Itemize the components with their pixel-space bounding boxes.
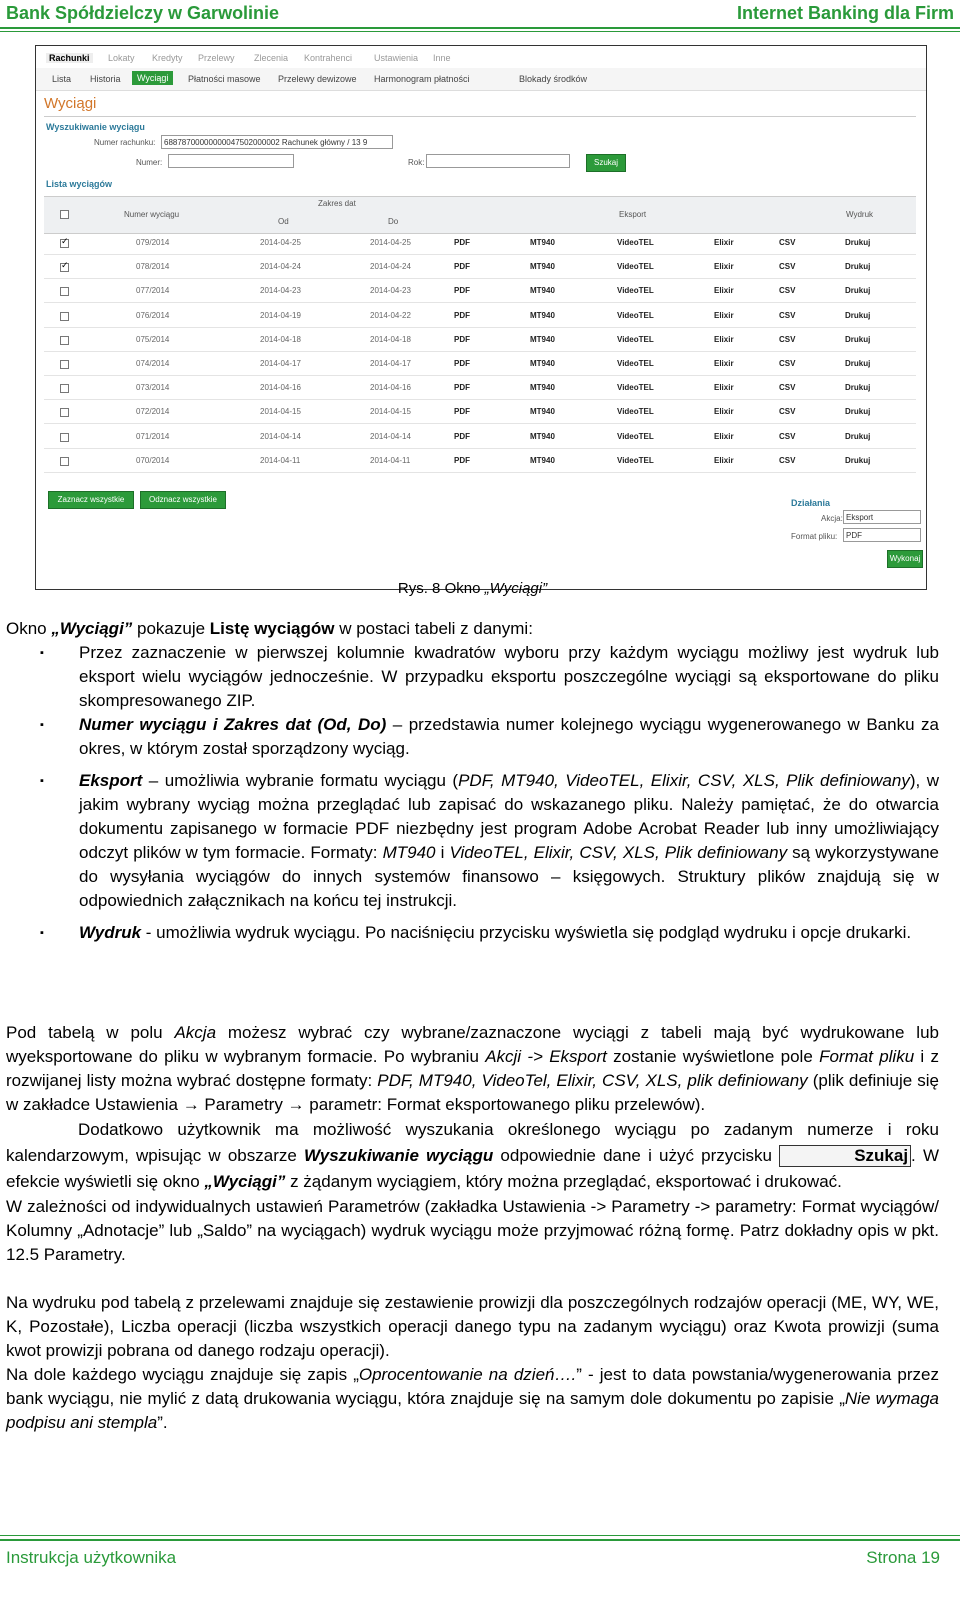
product-name: Internet Banking dla Firm bbox=[736, 3, 954, 23]
intro-text-5: w postaci tabeli z danymi: bbox=[334, 619, 533, 638]
bank-name: Bank Spółdzielczy w Garwolinie bbox=[6, 3, 280, 23]
statement-number: 075/2014 bbox=[136, 334, 170, 344]
format-link[interactable]: CSV bbox=[779, 334, 796, 344]
format-link[interactable]: CSV bbox=[779, 310, 796, 320]
row-checkbox[interactable] bbox=[60, 384, 69, 393]
col-range: Zakres dat bbox=[318, 199, 356, 208]
bullet-4-bold: Wydruk bbox=[79, 923, 142, 942]
date-to: 2014-04-24 bbox=[370, 262, 411, 272]
col-export: Eksport bbox=[619, 210, 647, 219]
format-link[interactable]: VideoTEL bbox=[617, 238, 654, 247]
intro-window-name: „Wyciągi” bbox=[51, 619, 133, 638]
format-link[interactable]: Drukuj bbox=[845, 286, 871, 296]
format-link[interactable]: Drukuj bbox=[845, 383, 871, 393]
format-link[interactable]: CSV bbox=[779, 238, 796, 247]
format-link[interactable]: CSV bbox=[779, 407, 796, 417]
row-checkbox[interactable] bbox=[60, 287, 69, 296]
date-from: 2014-04-14 bbox=[260, 431, 301, 441]
paragraph-search bbox=[6, 1117, 939, 1195]
format-link[interactable]: CSV bbox=[779, 431, 796, 441]
actions-panel bbox=[791, 496, 921, 584]
number-label: Numer: bbox=[136, 158, 163, 167]
bullet-3-text-d: są wykorzystywane do wysyłania wyciągów do innych systemów finansowo – księgowych. Struktury plików znajdują się w odpowiednich załącznikach na końcu tej instrukcji. bbox=[79, 843, 939, 910]
format-link[interactable]: MT940 bbox=[530, 334, 555, 344]
p5-no-signature: Nie wymaga podpisu ani stempla bbox=[6, 1389, 939, 1432]
format-link[interactable]: PDF bbox=[454, 431, 470, 441]
bullet-1-text: Przez zaznaczenie w pierwszej kolumnie kwadratów wyboru przy każdym wyciągu możliwy jest wydruk lub eksport wielu wyciągów jednocześnie. W przypadku eksportu poszczególne wyciągi są eksportowane do pliku skompresowanego ZIP. bbox=[79, 643, 939, 710]
bullet-export bbox=[6, 769, 939, 913]
format-link[interactable]: CSV bbox=[779, 455, 796, 465]
account-select[interactable]: 68878700000000047502000002 Rachunek główny / 13 9 bbox=[161, 135, 393, 149]
row-divider bbox=[44, 302, 916, 303]
caption-prefix: Rys. 8 Okno bbox=[397, 580, 485, 597]
tab-lokaty[interactable]: Lokaty bbox=[108, 53, 135, 63]
date-to: 2014-04-25 bbox=[370, 238, 411, 247]
tab-przelewy[interactable]: Przelewy bbox=[198, 53, 235, 63]
format-link[interactable]: PDF bbox=[454, 262, 470, 272]
subtab-blokady[interactable]: Blokady środków bbox=[519, 74, 588, 84]
paragraph-akcja bbox=[6, 1021, 939, 1117]
format-link[interactable]: PDF bbox=[454, 238, 470, 247]
date-to: 2014-04-16 bbox=[370, 383, 411, 393]
select-all-checkbox[interactable] bbox=[60, 210, 69, 219]
format-link[interactable]: Elixir bbox=[714, 262, 734, 272]
row-divider bbox=[44, 278, 916, 279]
row-divider bbox=[44, 351, 916, 352]
subtab-platnosci-masowe[interactable]: Płatności masowe bbox=[188, 74, 261, 84]
format-link[interactable]: Elixir bbox=[714, 431, 734, 441]
p1-text-e: (plik definiuje się w zakładce Ustawienia → Parametry → parametr: Format eksportowanego pliku przelewów). bbox=[6, 1071, 939, 1114]
p1-formats: PDF, MT940, VideoTel, Elixir, CSV, XLS, plik definiowany bbox=[377, 1071, 808, 1090]
format-link[interactable]: MT940 bbox=[530, 359, 555, 368]
date-to: 2014-04-23 bbox=[370, 286, 411, 296]
tab-ustawienia[interactable]: Ustawienia bbox=[374, 53, 419, 63]
col-to: Do bbox=[388, 217, 399, 226]
bullet-4-text: - umożliwia wydruk wyciągu. Po naciśnięciu przycisku wyświetla się podgląd wydruku i opcje drukarki. bbox=[141, 923, 912, 942]
p2-text-b: odpowiednie dane i użyć przycisku bbox=[493, 1146, 780, 1165]
number-input[interactable] bbox=[168, 154, 294, 168]
statement-number: 073/2014 bbox=[136, 383, 170, 393]
row-checkbox[interactable] bbox=[60, 360, 69, 369]
paragraph-interest bbox=[6, 1363, 939, 1435]
statement-number: 072/2014 bbox=[136, 407, 170, 417]
search-section-label: Wyszukiwanie wyciągu bbox=[46, 122, 145, 132]
date-to: 2014-04-11 bbox=[370, 455, 411, 465]
statement-number: 074/2014 bbox=[136, 359, 170, 368]
paragraph-parameters: W zależności od indywidualnych ustawień Parametrów (zakładka Ustawienia -> Parametry -> parametry: Format wyciągów/ Kolumny „Adnotacje” lub „Saldo” na wyciągach) wydruk wyciągu może przyjmować różną formę. Patrz dokładny opis w pkt. 12.5 Parametry. bbox=[6, 1197, 939, 1264]
col-from: Od bbox=[278, 217, 289, 226]
format-link[interactable]: Elixir bbox=[714, 238, 734, 247]
bullet-print bbox=[6, 921, 939, 945]
bullet-3-text-c: i bbox=[435, 843, 450, 862]
table-header bbox=[44, 196, 916, 234]
date-from: 2014-04-15 bbox=[260, 407, 301, 417]
format-link[interactable]: VideoTEL bbox=[617, 334, 654, 344]
subtab-wyciagi[interactable]: Wyciągi bbox=[132, 71, 173, 85]
row-divider bbox=[44, 327, 916, 328]
format-link[interactable]: MT940 bbox=[530, 310, 555, 320]
format-link[interactable]: Elixir bbox=[714, 407, 734, 417]
format-link[interactable]: CSV bbox=[779, 383, 796, 393]
bullet-2-text: – przedstawia numer kolejnego wyciągu wygenerowanego w Banku za okres, w którym został sporządzony wyciąg. bbox=[79, 715, 939, 758]
header-rule-thin bbox=[0, 31, 960, 32]
statement-number: 070/2014 bbox=[136, 455, 170, 465]
p5-text-c: ”. bbox=[157, 1413, 168, 1432]
wyciagi-screenshot bbox=[35, 45, 927, 590]
subtab-historia[interactable]: Historia bbox=[90, 74, 121, 84]
p1-format-pliku: Format pliku bbox=[819, 1047, 915, 1066]
row-divider bbox=[44, 448, 916, 449]
deselect-all-button[interactable]: Odznacz wszystkie bbox=[140, 491, 226, 509]
format-link[interactable]: PDF bbox=[454, 383, 470, 393]
format-link[interactable]: PDF bbox=[454, 359, 470, 368]
row-divider bbox=[44, 399, 916, 400]
format-link[interactable]: Elixir bbox=[714, 310, 734, 320]
bullet-3-bold: Eksport bbox=[79, 771, 143, 790]
p2-text-d: z żądanym wyciągiem, który można przeglądać, eksportować i drukować. bbox=[285, 1172, 842, 1191]
format-link[interactable]: Elixir bbox=[714, 334, 734, 344]
intro-list-name: Listę wyciągów bbox=[209, 619, 335, 638]
format-link[interactable]: VideoTEL bbox=[617, 286, 654, 296]
page-number: Strona 19 bbox=[866, 1548, 940, 1567]
row-checkbox[interactable] bbox=[60, 312, 69, 321]
p2-text-c: . W efekcie wyświetli się okno bbox=[6, 1146, 939, 1191]
header-rule bbox=[0, 27, 960, 29]
col-print: Wydruk bbox=[846, 210, 874, 219]
p1-akcja: Akcja bbox=[174, 1023, 217, 1042]
footer-title: Instrukcja użytkownika bbox=[6, 1548, 177, 1567]
row-checkbox[interactable] bbox=[60, 408, 69, 417]
format-link[interactable]: Drukuj bbox=[845, 262, 871, 272]
date-from: 2014-04-23 bbox=[260, 286, 301, 296]
execute-button[interactable]: Wykonaj bbox=[887, 550, 923, 568]
format-link[interactable]: PDF bbox=[454, 407, 470, 417]
title-rule bbox=[44, 116, 916, 117]
intro-text-3: pokazuje bbox=[132, 619, 210, 638]
format-link[interactable]: MT940 bbox=[530, 286, 555, 296]
subtab-przelewy-dewizowe[interactable]: Przelewy dewizowe bbox=[278, 74, 357, 84]
format-link[interactable]: CSV bbox=[779, 262, 796, 272]
format-link[interactable]: Drukuj bbox=[845, 334, 871, 344]
subtab-lista[interactable]: Lista bbox=[52, 74, 72, 84]
intro-paragraph bbox=[6, 617, 939, 641]
tab-kredyty[interactable]: Kredyty bbox=[152, 53, 183, 63]
select-all-button[interactable]: Zaznacz wszystkie bbox=[48, 491, 134, 509]
row-divider bbox=[44, 254, 916, 255]
format-link[interactable]: PDF bbox=[454, 455, 470, 465]
date-to: 2014-04-17 bbox=[370, 359, 411, 368]
page-header bbox=[0, 0, 960, 26]
bullet-3-mt940: MT940 bbox=[382, 843, 436, 862]
format-link[interactable]: Drukuj bbox=[845, 359, 871, 368]
format-link[interactable]: VideoTEL bbox=[617, 359, 654, 368]
format-link[interactable]: PDF bbox=[454, 286, 470, 296]
statement-number: 079/2014 bbox=[136, 238, 170, 247]
year-input[interactable] bbox=[426, 154, 570, 168]
format-link[interactable]: MT940 bbox=[530, 455, 555, 465]
tab-kontrahenci[interactable]: Kontrahenci bbox=[304, 53, 353, 63]
p5-text-a: Na dole każdego wyciągu znajduje się zapis „ bbox=[6, 1365, 359, 1384]
p1-text-c: zostanie wyświetlone pole bbox=[606, 1047, 820, 1066]
format-link[interactable]: VideoTEL bbox=[617, 407, 654, 417]
bullet-selection bbox=[6, 641, 939, 713]
actions-label: Działania bbox=[791, 498, 831, 508]
statement-number: 071/2014 bbox=[136, 431, 170, 441]
sub-nav bbox=[36, 68, 926, 91]
format-select[interactable]: PDF bbox=[843, 528, 921, 542]
search-button[interactable]: Szukaj bbox=[586, 154, 626, 172]
row-checkbox[interactable] bbox=[60, 336, 69, 345]
format-link[interactable]: Drukuj bbox=[845, 310, 871, 320]
format-link[interactable]: Drukuj bbox=[845, 407, 871, 417]
format-link[interactable]: CSV bbox=[779, 286, 796, 296]
top-nav bbox=[36, 46, 926, 69]
statement-number: 077/2014 bbox=[136, 286, 170, 296]
format-link[interactable]: MT940 bbox=[530, 407, 555, 417]
p2-search-area: Wyszukiwanie wyciągu bbox=[304, 1146, 494, 1165]
format-link[interactable]: PDF bbox=[454, 334, 470, 344]
account-label: Numer rachunku: bbox=[94, 138, 156, 147]
subtab-harmonogram[interactable]: Harmonogram płatności bbox=[374, 74, 470, 84]
p5-oprocentowanie: Oprocentowanie na dzień…. bbox=[358, 1365, 577, 1384]
format-link[interactable]: MT940 bbox=[530, 431, 555, 441]
bullet-list bbox=[6, 641, 939, 945]
row-divider bbox=[44, 423, 916, 424]
format-link[interactable]: Drukuj bbox=[845, 238, 871, 247]
format-link[interactable]: MT940 bbox=[530, 383, 555, 393]
p1-text-d: i z rozwijanej listy można wybrać dostępne formaty: bbox=[6, 1047, 939, 1090]
date-from: 2014-04-17 bbox=[260, 359, 301, 368]
date-from: 2014-04-11 bbox=[260, 455, 301, 465]
caption-name: „Wyciągi” bbox=[484, 580, 548, 597]
year-label: Rok: bbox=[408, 158, 425, 167]
statement-number: 076/2014 bbox=[136, 310, 170, 320]
paragraph-block bbox=[6, 1021, 939, 1435]
bullet-number bbox=[6, 713, 939, 761]
format-label: Format pliku: bbox=[791, 532, 838, 541]
format-link[interactable]: Drukuj bbox=[845, 455, 871, 465]
bullet-3-text-a: – umożliwia wybranie formatu wyciągu ( bbox=[142, 771, 459, 790]
row-checkbox[interactable] bbox=[60, 457, 69, 466]
format-link[interactable]: VideoTEL bbox=[617, 310, 654, 320]
format-link[interactable]: Elixir bbox=[714, 455, 734, 465]
date-to: 2014-04-15 bbox=[370, 407, 411, 417]
row-checkbox[interactable] bbox=[60, 433, 69, 442]
date-to: 2014-04-14 bbox=[370, 431, 411, 441]
date-to: 2014-04-18 bbox=[370, 334, 411, 344]
footer-rule bbox=[0, 1535, 960, 1536]
format-link[interactable]: VideoTEL bbox=[617, 455, 654, 465]
format-link[interactable]: VideoTEL bbox=[617, 431, 654, 441]
format-link[interactable]: MT940 bbox=[530, 238, 555, 247]
tab-zlecenia[interactable]: Zlecenia bbox=[254, 53, 289, 63]
figure-caption bbox=[0, 580, 945, 597]
format-link[interactable]: Elixir bbox=[714, 359, 734, 368]
row-checkbox[interactable] bbox=[60, 263, 69, 272]
tab-rachunki[interactable]: Rachunki bbox=[46, 53, 93, 63]
format-link[interactable]: Drukuj bbox=[845, 431, 871, 441]
statement-number: 078/2014 bbox=[136, 262, 170, 272]
p2-text-a: Dodatkowo użytkownik ma możliwość wyszukania określonego wyciągu po zadanym numerze i roku kalendarzowym, wpisując w obszarze bbox=[6, 1120, 939, 1165]
date-from: 2014-04-16 bbox=[260, 383, 301, 393]
screen-title: Wyciągi bbox=[44, 95, 97, 112]
bullet-3-formats: PDF, MT940, VideoTEL, Elixir, CSV, XLS, Plik definiowany bbox=[458, 771, 910, 790]
format-link[interactable]: CSV bbox=[779, 359, 796, 368]
bullet-3-other-formats: VideoTEL, Elixir, CSV, XLS, Plik definiowany bbox=[449, 843, 788, 862]
row-divider bbox=[44, 375, 916, 376]
footer-rule-thick bbox=[0, 1539, 960, 1541]
col-number: Numer wyciągu bbox=[124, 210, 180, 219]
format-link[interactable]: PDF bbox=[454, 310, 470, 320]
p1-text-a: Pod tabelą w polu bbox=[6, 1023, 175, 1042]
action-label: Akcja: bbox=[821, 514, 843, 523]
format-link[interactable]: MT940 bbox=[530, 262, 555, 272]
date-from: 2014-04-19 bbox=[260, 310, 301, 320]
row-checkbox[interactable] bbox=[60, 239, 69, 248]
p2-window-name: „Wyciągi” bbox=[204, 1172, 286, 1191]
paragraph-commissions: Na wydruku pod tabelą z przelewami znajduje się zestawienie prowizji dla poszczególnych rodzajów operacji (ME, WY, WE, K, Pozostałe), Liczba operacji (liczba wszystkich operacji danego typu na zadanym wyciągu) oraz Kwota prowizji (suma kwot prowizji pobrana od danego rodzaju operacji). bbox=[6, 1293, 939, 1360]
p5-text-b: ” - jest to data powstania/wygenerowania przez bank wyciągu, nie mylić z datą drukowania wyciągu, która znajduje się na samym dole dokumentu po zapisie „ bbox=[6, 1365, 939, 1408]
szukaj-button-image: Szukaj bbox=[779, 1145, 911, 1167]
date-from: 2014-04-25 bbox=[260, 238, 301, 247]
p1-text-b: możesz wybrać czy wybrane/zaznaczone wyciągi z tabeli mają być wydrukowane lub wyeksportowane do pliku w wybranym formacie. Po wybraniu bbox=[6, 1023, 939, 1066]
tab-inne[interactable]: Inne bbox=[433, 53, 451, 63]
format-link[interactable]: VideoTEL bbox=[617, 262, 654, 272]
row-divider bbox=[44, 472, 916, 473]
list-section-label: Lista wyciągów bbox=[46, 179, 113, 189]
p1-akcja-eksport: Akcji -> Eksport bbox=[485, 1047, 607, 1066]
format-link[interactable]: VideoTEL bbox=[617, 383, 654, 393]
date-from: 2014-04-24 bbox=[260, 262, 301, 272]
intro-text-1: Okno bbox=[6, 619, 52, 638]
bullet-2-bold: Numer wyciągu i Zakres dat (Od, Do) bbox=[79, 715, 387, 734]
format-link[interactable]: Elixir bbox=[714, 383, 734, 393]
format-link[interactable]: Elixir bbox=[714, 286, 734, 296]
bullet-3-text-b: ), w jakim wybrany wyciąg można przeglądać lub zapisać do wskazanego pliku. Należy pamiętać, że do otwarcia dokumentu zapisanego w formacie PDF niezbędny jest program Adobe Acrobat Reader lub inny umożliwiający odczyt plików w tym formacie. Formaty: bbox=[79, 771, 939, 862]
date-from: 2014-04-18 bbox=[260, 334, 301, 344]
date-to: 2014-04-22 bbox=[370, 310, 411, 320]
action-select[interactable]: Eksport bbox=[843, 510, 921, 524]
